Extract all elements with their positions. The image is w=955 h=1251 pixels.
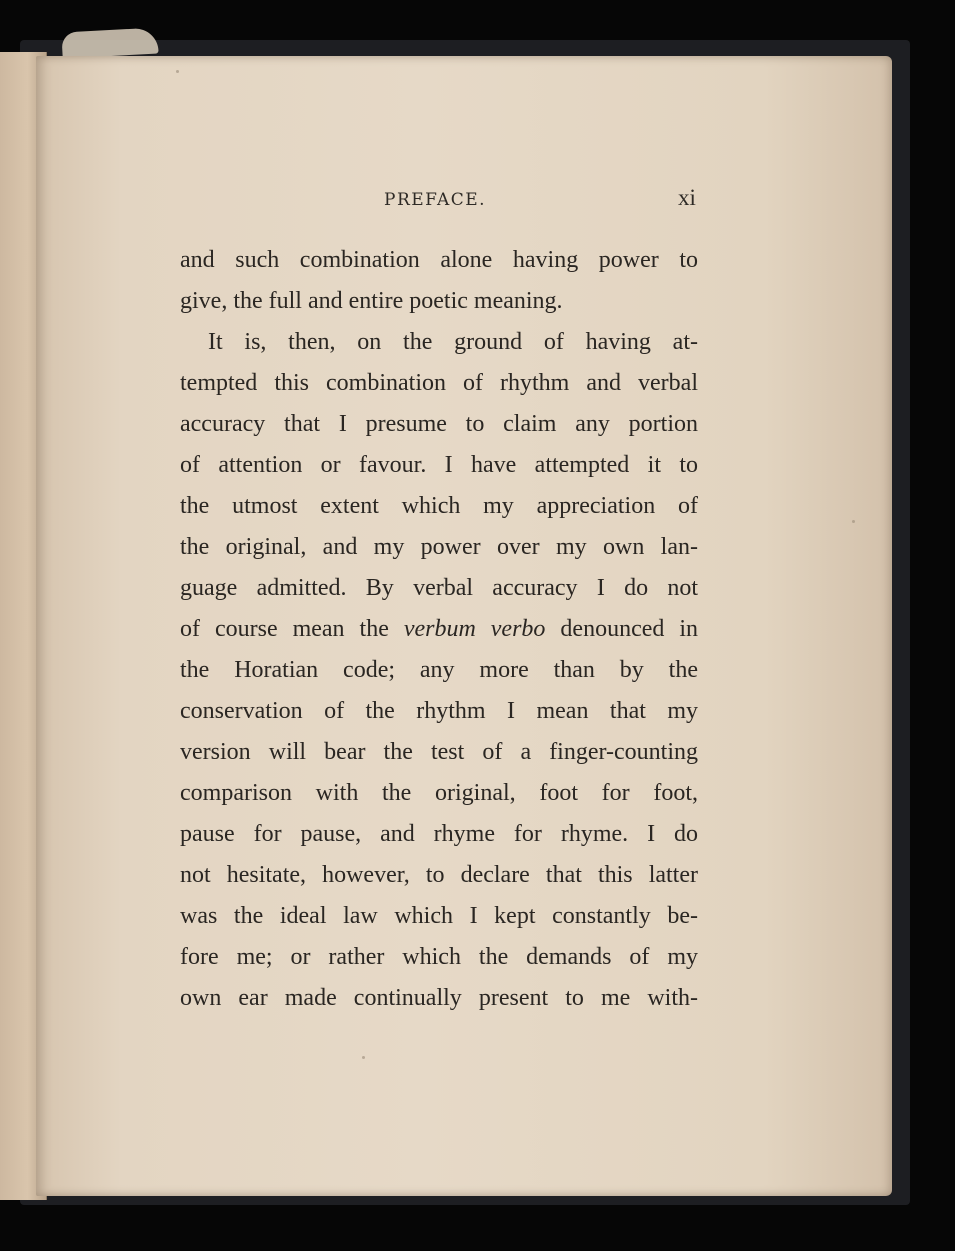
text-line: give, the full and entire poetic meaning. xyxy=(180,288,563,314)
text-line: the utmost extent which my appreciation of xyxy=(180,493,698,519)
text-segment: of course mean the xyxy=(180,616,404,642)
torn-page-corner xyxy=(61,28,158,59)
text-line: and such combination alone having power to xyxy=(180,247,698,273)
text-line: comparison with the original, foot for foot, xyxy=(180,780,698,806)
text-line: own ear made continually present to me with- xyxy=(180,985,698,1011)
text-line-with-italic xyxy=(180,609,698,650)
running-header-title: PREFACE. xyxy=(384,190,487,210)
text-line: of attention or favour. I have attempted it to xyxy=(180,452,698,478)
paper-speck xyxy=(176,70,179,73)
text-line: pause for pause, and rhyme for rhyme. I do xyxy=(180,821,698,847)
text-line: version will bear the test of a finger-counting xyxy=(180,739,698,765)
text-line: guage admitted. By verbal accuracy I do not xyxy=(180,575,698,601)
text-line: not hesitate, however, to declare that this latter xyxy=(180,862,698,888)
body-text xyxy=(180,240,698,1019)
text-line: the original, and my power over my own lan- xyxy=(180,534,698,560)
text-segment: denounced in xyxy=(545,616,699,642)
page-number: xi xyxy=(678,185,696,210)
text-line: tempted this combination of rhythm and verbal xyxy=(180,370,698,396)
text-line: It is, then, on the ground of having at- xyxy=(208,329,698,355)
text-line: conservation of the rhythm I mean that my xyxy=(180,698,698,724)
paper-speck xyxy=(852,520,855,523)
text-line: the Horatian code; any more than by the xyxy=(180,657,698,683)
italic-phrase: verbum verbo xyxy=(403,616,546,642)
paper-speck xyxy=(362,1056,365,1059)
text-line: fore me; or rather which the demands of my xyxy=(180,944,698,970)
text-line: was the ideal law which I kept constantly be- xyxy=(180,903,698,929)
text-line: accuracy that I presume to claim any portion xyxy=(180,411,698,437)
